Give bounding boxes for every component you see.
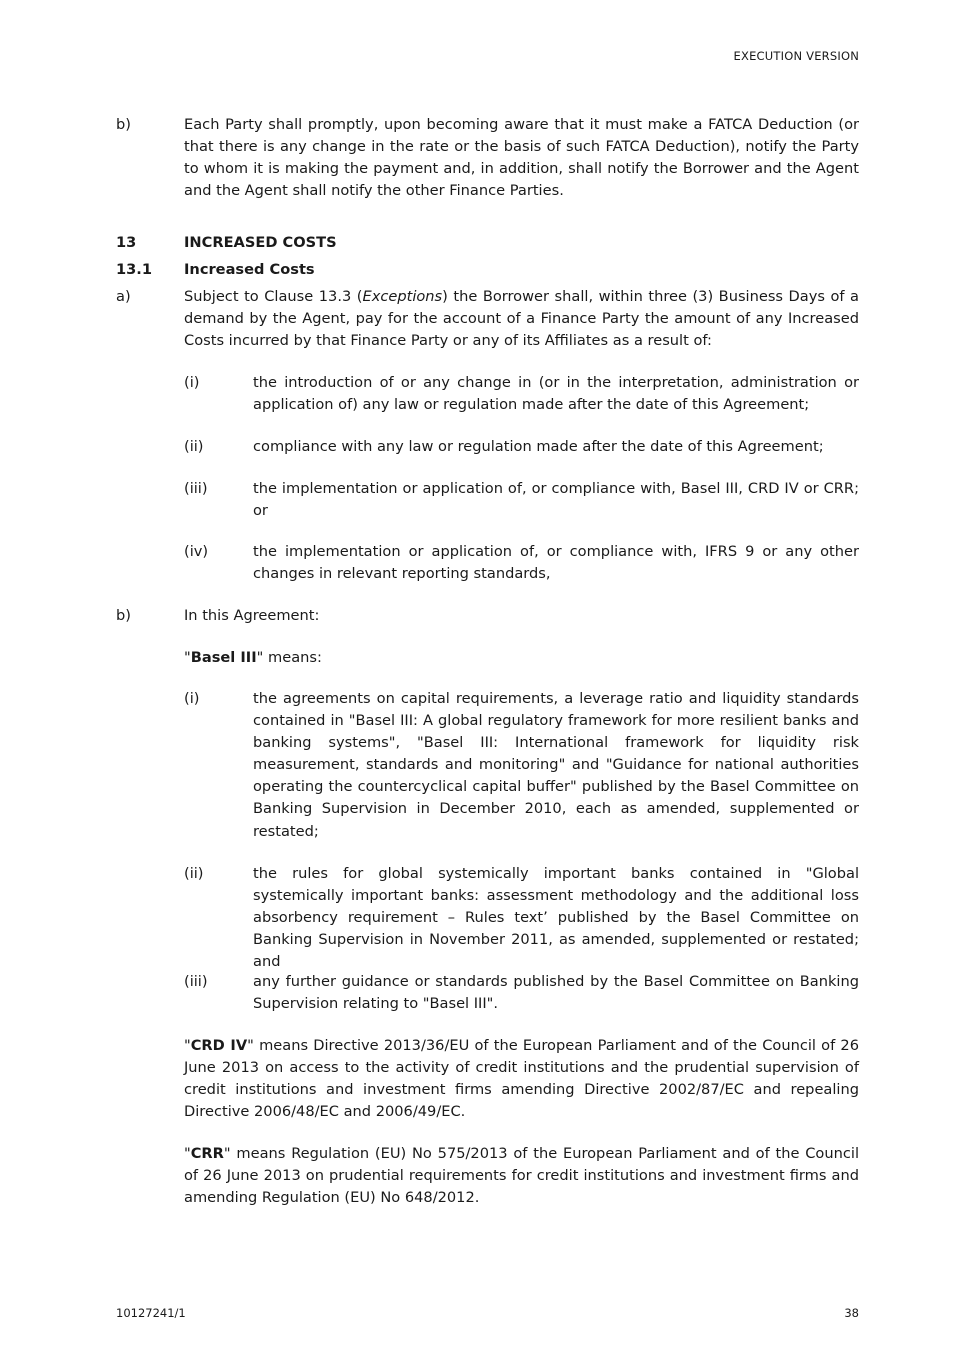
para-b2-label: b) bbox=[116, 607, 131, 624]
document-reference: 10127241/1 bbox=[116, 1306, 186, 1320]
basel-item-text: the rules for global systemically important banks contained in "Global systemically important banks: assessment methodology and the additional loss absorbency requirement – Rules text’ published by the Basel Committee on Banking Supervision in November 2011, as amended, supplemented or restated; and bbox=[253, 865, 859, 971]
crr-definition: "CRR" means Regulation (EU) No 575/2013 of the European Parliament and of the Council of 26 June 2013 on prudential requirements for credit institutions and investment firms and amending Regulation (EU) No 648/2012. bbox=[184, 1145, 859, 1207]
a-item-num: (iv) bbox=[184, 543, 209, 560]
page-number: 38 bbox=[844, 1306, 859, 1320]
basel-item-num: (i) bbox=[184, 690, 200, 707]
section-13-number: 13 bbox=[116, 234, 137, 251]
a-item-text: compliance with any law or regulation made after the date of this Agreement; bbox=[253, 438, 824, 455]
crr-term: CRR bbox=[190, 1145, 224, 1162]
section-13-1-number: 13.1 bbox=[116, 261, 153, 278]
a-item-text: the introduction of or any change in (or in the interpretation, administration or application of) any law or regulation made after the date of this Agreement; bbox=[253, 374, 859, 414]
basel-definition-intro: "Basel III" means: bbox=[184, 649, 322, 666]
para-a-text: Subject to Clause 13.3 (Exceptions) the Borrower shall, within three (3) Business Days of a demand by the Agent, pay for the account of a Finance Party the amount of any Increased Costs incurred by that Finance Party or any of its Affiliates as a result of: bbox=[184, 288, 859, 350]
a-item-num: (i) bbox=[184, 374, 200, 391]
basel-item-text: the agreements on capital requirements, a leverage ratio and liquidity standards contained in "Basel III: A global regulatory framework for more resilient banks and banking systems", "Basel III: International framework for liquidity risk measurement, standards and monitoring" and "Guidance for national authorities operating the countercyclical capital buffer" published by the Basel Committee on Banking Supervision in December 2010, each as amended, supplemented or restated; bbox=[253, 690, 859, 840]
para-b-text: Each Party shall promptly, upon becoming aware that it must make a FATCA Deduction (or that there is any change in the rate or the basis of such FATCA Deduction), notify the Party to whom it is making the payment and, in addition, shall notify the Borrower and the Agent and the Agent shall notify the other Finance Parties. bbox=[184, 116, 859, 200]
para-a-label: a) bbox=[116, 288, 131, 305]
basel-item-text: any further guidance or standards published by the Basel Committee on Banking Supervision relating to "Basel III". bbox=[253, 973, 859, 1013]
crd-iv-term: CRD IV bbox=[190, 1037, 248, 1054]
execution-version-header: EXECUTION VERSION bbox=[733, 49, 859, 63]
crd-iv-definition: "CRD IV" means Directive 2013/36/EU of the European Parliament and of the Council of 26 June 2013 on access to the activity of credit institutions and the prudential supervision of credit institutions and investment firms amending Directive 2002/87/EC and repealing Directive 2006/48/EC and 2006/49/EC. bbox=[184, 1037, 859, 1121]
basel-item-num: (iii) bbox=[184, 973, 208, 990]
a-item-num: (iii) bbox=[184, 480, 208, 497]
basel-term: Basel III bbox=[190, 649, 257, 666]
para-b-label: b) bbox=[116, 116, 131, 133]
a-item-num: (ii) bbox=[184, 438, 204, 455]
basel-item-num: (ii) bbox=[184, 865, 204, 882]
exceptions-italic: Exceptions bbox=[362, 288, 443, 305]
section-13-1-title: Increased Costs bbox=[184, 261, 315, 278]
para-b2-text: In this Agreement: bbox=[184, 607, 320, 624]
section-13-title: INCREASED COSTS bbox=[184, 234, 337, 251]
a-item-text: the implementation or application of, or compliance with, IFRS 9 or any other changes in relevant reporting standards, bbox=[253, 543, 859, 583]
a-item-text: the implementation or application of, or compliance with, Basel III, CRD IV or CRR; or bbox=[253, 480, 859, 520]
